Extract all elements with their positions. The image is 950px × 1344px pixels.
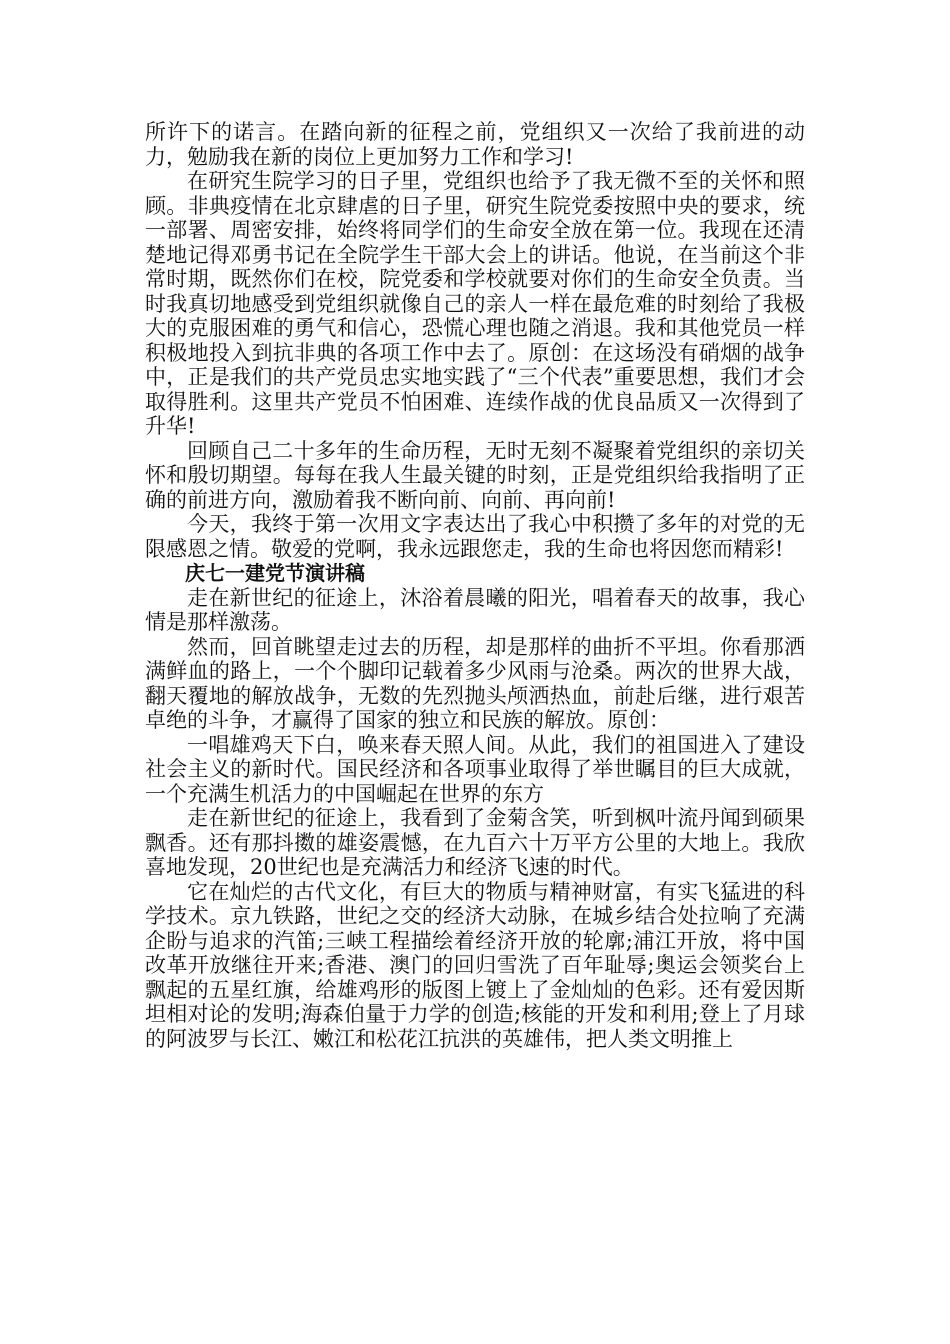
- paragraph: 走在新世纪的征途上，沐浴着晨曦的阳光，唱着春天的故事，我心情是那样激荡。: [145, 585, 805, 634]
- paragraph: 在研究生院学习的日子里，党组织也给予了我无微不至的关怀和照顾。非典疫情在北京肆虐的日子里，研究生院党委按照中央的要求，统一部署、周密安排，始终将同学们的生命安全放在第一位。我现在还清楚地记得邓勇书记在全院学生干部大会上的讲话。他说，在当前这个非常时期，既然你们在校，院党委和学校就要对你们的生命安全负责。当时我真切地感受到党组织就像自己的亲人一样在最危难的时刻给了我极大的克服困难的勇气和信心，恐慌心理也随之消退。我和其他党员一样积极地投入到抗非典的各项工作中去了。原创：在这场没有硝烟的战争中，正是我们的共产党员忠实地实践了“三个代表”重要思想，我们才会取得胜利。这里共产党员不怕困难、连续作战的优良品质又一次得到了升华!: [145, 169, 805, 438]
- paragraph: 走在新世纪的征途上，我看到了金菊含笑，听到枫叶流丹闻到硕果飘香。还有那抖擞的雄姿震憾，在九百六十万平方公里的大地上。我欣喜地发现，20世纪也是充满活力和经济飞速的时代。: [145, 806, 805, 879]
- paragraph: 回顾自己二十多年的生命历程，无时无刻不凝聚着党组织的亲切关怀和殷切期望。每每在我人生最关键的时刻，正是党组织给我指明了正确的前进方向，激励着我不断向前、向前、再向前!: [145, 438, 805, 512]
- paragraph: 今天，我终于第一次用文字表达出了我心中积攒了多年的对党的无限感恩之情。敬爱的党啊，我永远跟您走，我的生命也将因您而精彩!: [145, 512, 805, 561]
- document-page: [145, 120, 805, 1051]
- paragraph: 它在灿烂的古代文化，有巨大的物质与精神财富，有实飞猛进的科学技术。京九铁路，世纪之交的经济大动脉，在城乡结合处拉响了充满企盼与追求的汽笛;三峡工程描绘着经济开放的轮廓;浦江开放，将中国改革开放继往开来;香港、澳门的回归雪洗了百年耻辱;奥运会领奖台上飘起的五星红旗，给雄鸡形的版图上镀上了金灿灿的色彩。还有爱因斯坦相对论的发明;海森伯量于力学的创造;核能的开发和利用;登上了月球的阿波罗与长江、嫩江和松花江抗洪的英雄伟，把人类文明推上: [145, 879, 805, 1051]
- paragraph: 一唱雄鸡天下白，唤来春天照人间。从此，我们的祖国进入了建设社会主义的新时代。国民经济和各项事业取得了举世瞩目的巨大成就，一个充满生机活力的中国崛起在世界的东方: [145, 732, 805, 806]
- paragraph: 然而，回首眺望走过去的历程，却是那样的曲折不平坦。你看那洒满鲜血的路上，一个个脚印记载着多少风雨与沧桑。两次的世界大战，翻天覆地的解放战争，无数的先烈抛头颅洒热血，前赴后继，进行艰苦卓绝的斗争，才赢得了国家的独立和民族的解放。原创：: [145, 634, 805, 732]
- paragraph-continuation: 所许下的诺言。在踏向新的征程之前，党组织又一次给了我前进的动力，勉励我在新的岗位上更加努力工作和学习!: [145, 120, 805, 169]
- section-heading: 庆七一建党节演讲稿: [185, 561, 365, 585]
